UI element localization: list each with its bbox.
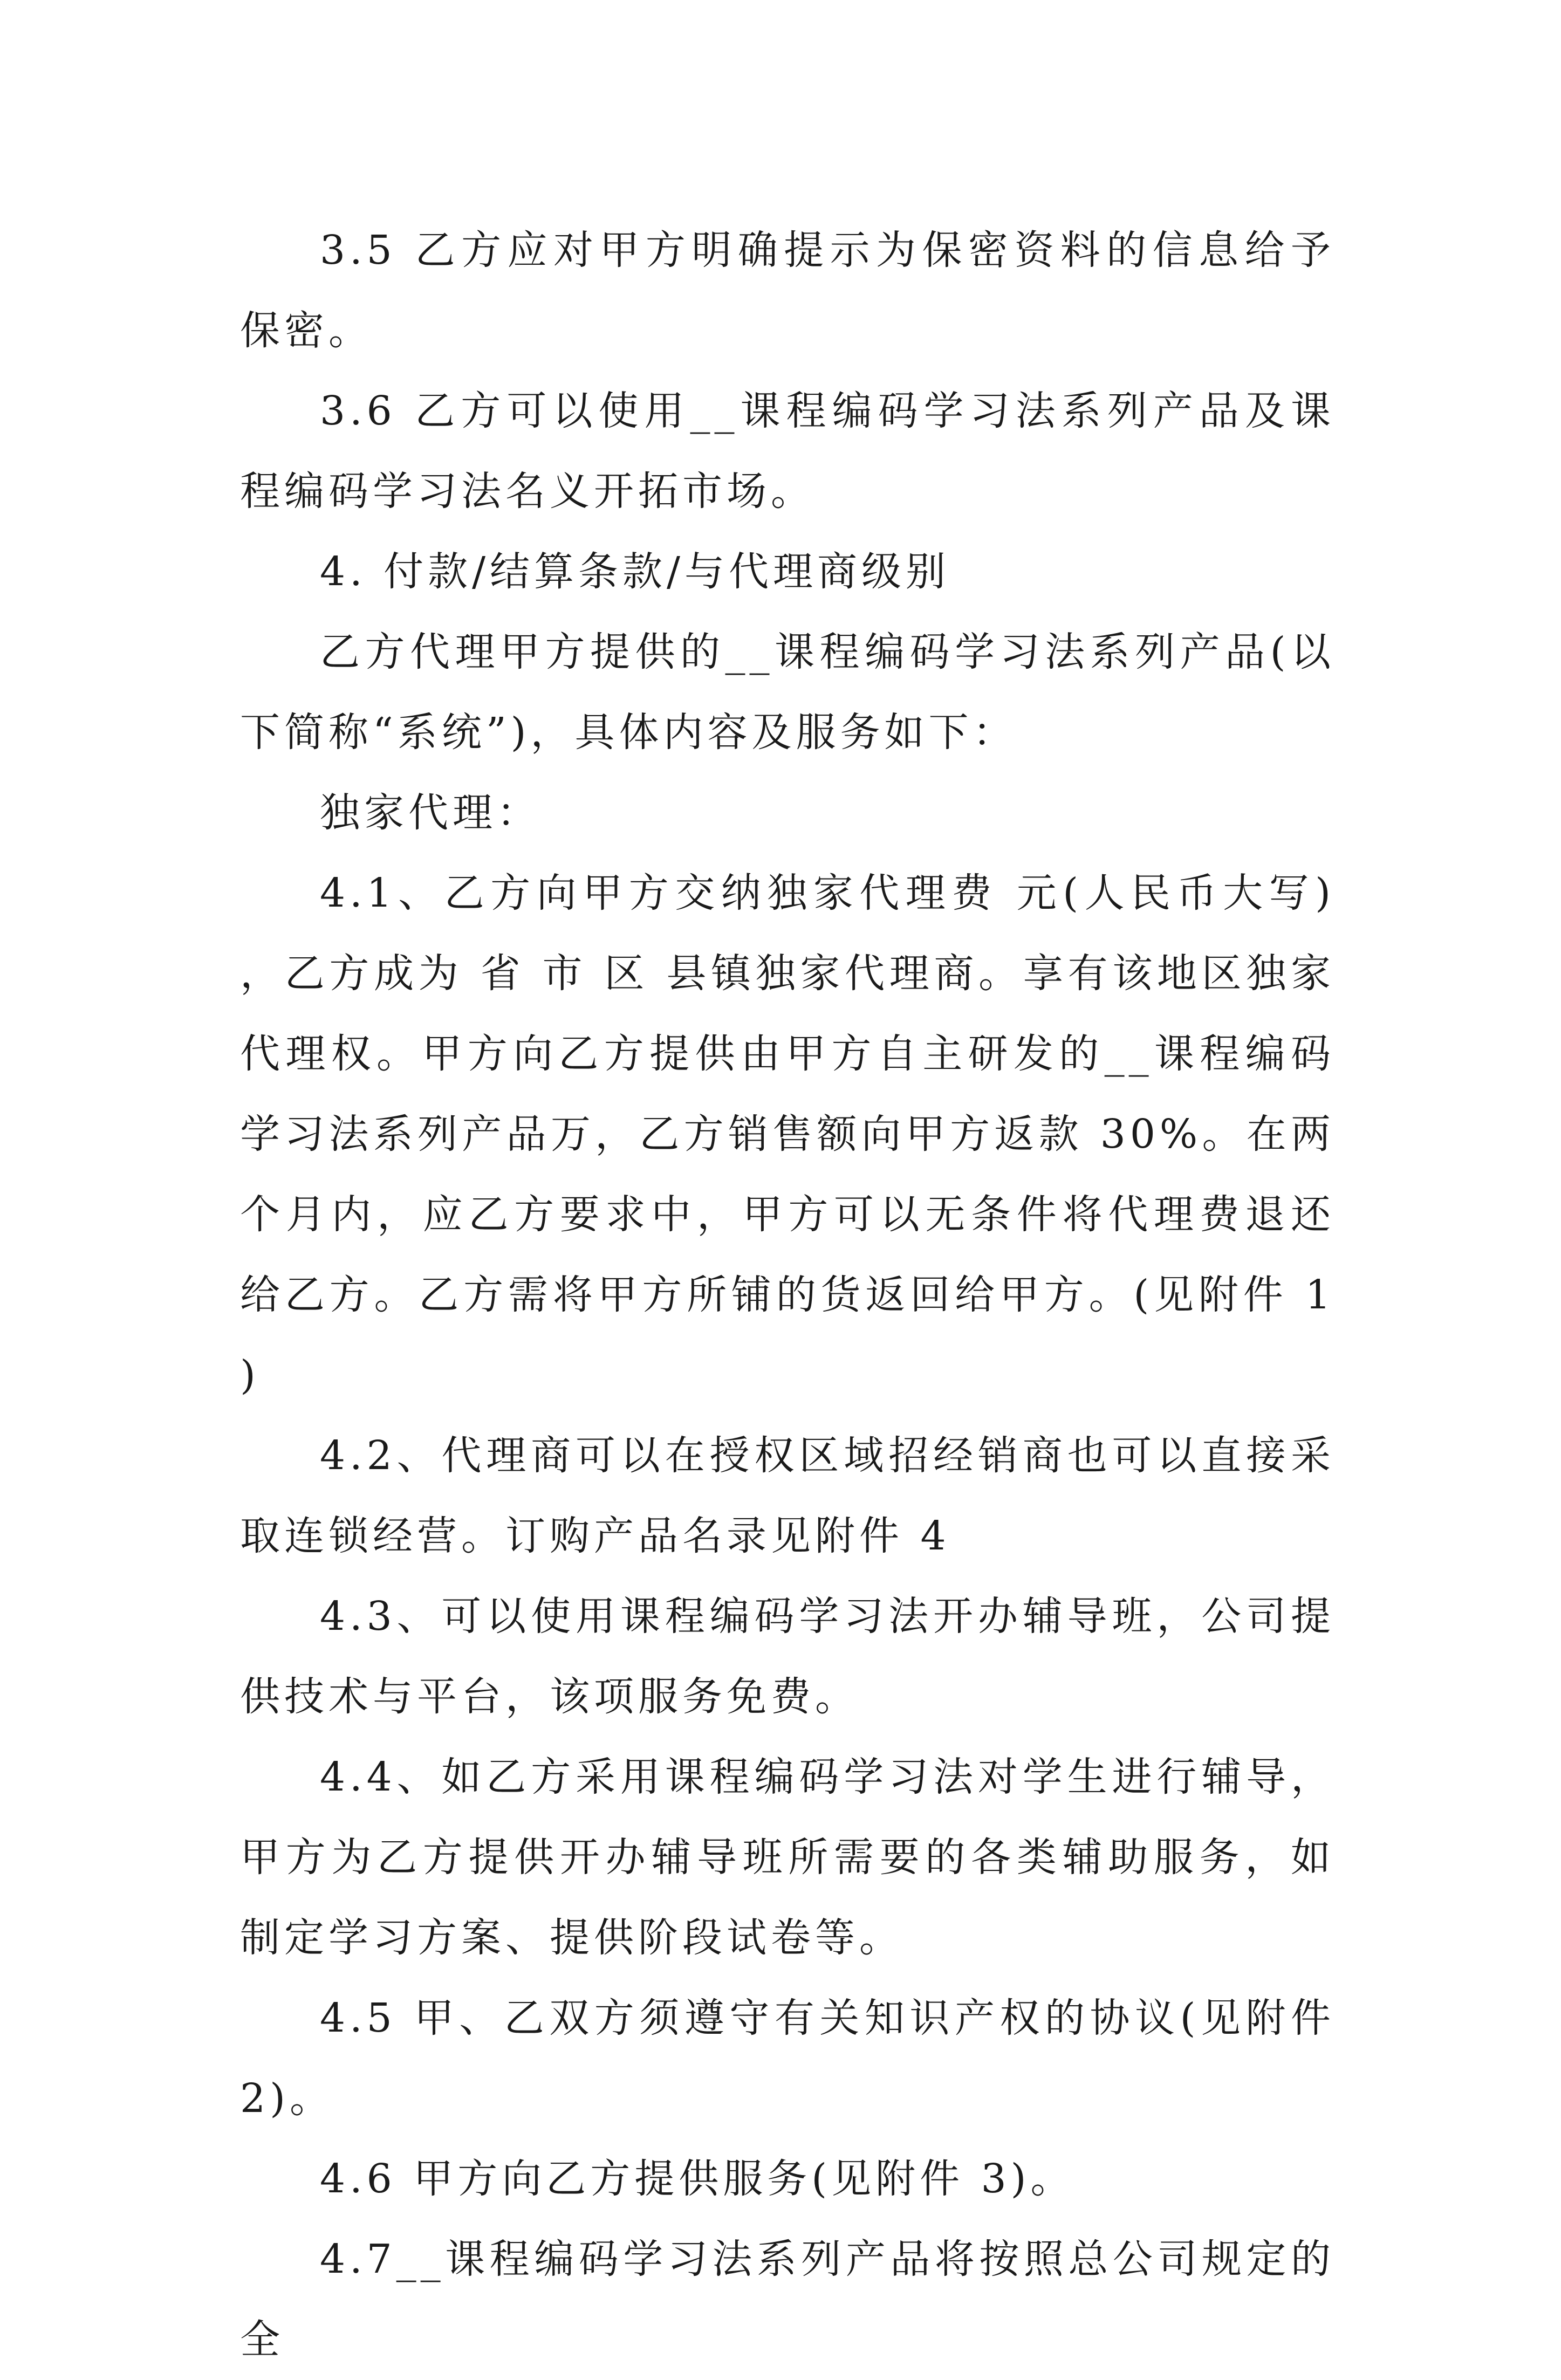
paragraph-intro: 乙方代理甲方提供的__课程编码学习法系列产品(以下简称“系统”)，具体内容及服务如下： [240,629,1335,756]
paragraph-4-7: 4.7__课程编码学习法系列产品将按照总公司规定的全 [240,2236,1335,2363]
paragraph-3-5: 3.5 乙方应对甲方明确提示为保密资料的信息给予保密。 [240,227,1335,354]
section-heading-4: 4. 付款/结算条款/与代理商级别 [320,548,950,595]
paragraph-4-3: 4.3、可以使用课程编码学习法开办辅导班，公司提供技术与平台，该项服务免费。 [240,1593,1335,1720]
paragraph-4-6: 4.6 甲方向乙方提供服务(见附件 3)。 [320,2156,1075,2202]
paragraph-4-1: 4.1、乙方向甲方交纳独家代理费 元(人民币大写)，乙方成为 省 市 区 县镇独家代理商。享有该地区独家代理权。甲方向乙方提供由甲方自主研发的__课程编码学习法系列产品万，乙方销售额向甲方返款 30%。在两个月内，应乙方要求中，甲方可以无条件将代理费退还给乙方。乙方需将甲方所铺的货返回给甲方。(见附件 1) [240,870,1335,1398]
paragraph-4-5: 4.5 甲、乙双方须遵守有关知识产权的协议(见附件 2)。 [240,1995,1335,2122]
paragraph-exclusive-agency: 独家代理： [320,790,541,836]
document-body [240,210,1335,2380]
paragraph-4-4: 4.4、如乙方采用课程编码学习法对学生进行辅导，甲方为乙方提供开办辅导班所需要的各类辅助服务，如制定学习方案、提供阶段试卷等。 [240,1754,1335,1961]
paragraph-4-2: 4.2、代理商可以在授权区域招经销商也可以直接采取连锁经营。订购产品名录见附件 4 [240,1432,1335,1559]
paragraph-3-6: 3.6 乙方可以使用__课程编码学习法系列产品及课程编码学习法名义开拓市场。 [240,388,1335,515]
